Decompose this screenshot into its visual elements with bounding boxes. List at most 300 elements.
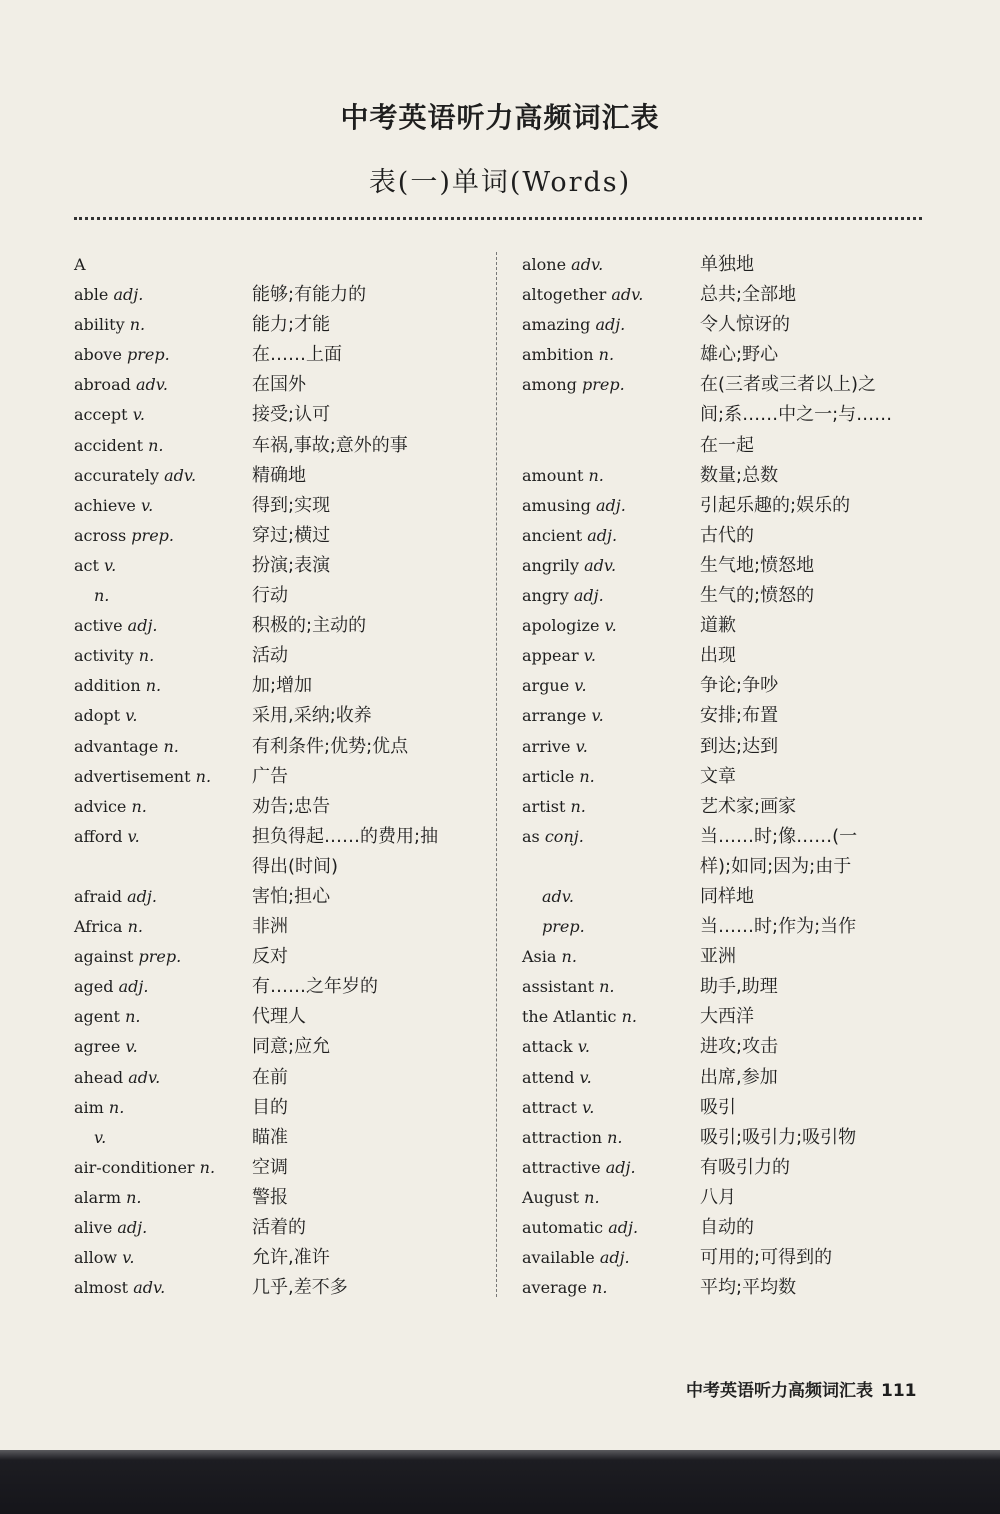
vocab-row <box>522 280 927 310</box>
vocab-row <box>522 912 927 942</box>
vocab-row <box>74 882 474 912</box>
vocab-definition: 助手,助理 <box>700 976 778 998</box>
word-text: agree <box>74 1037 121 1057</box>
vocab-word <box>74 611 252 641</box>
vocab-word <box>74 942 252 972</box>
vocab-definition: 扮演;表演 <box>252 554 331 576</box>
vocab-word <box>74 762 252 792</box>
vocab-word <box>522 1153 700 1183</box>
vocab-word <box>522 370 700 400</box>
part-of-speech: adj. <box>118 977 149 997</box>
word-text: the Atlantic <box>522 1007 617 1027</box>
word-text: agent <box>74 1007 120 1027</box>
footer-title: 中考英语听力高频词汇表 <box>686 1381 873 1401</box>
vocab-word <box>74 581 252 611</box>
part-of-speech: n. <box>148 435 164 455</box>
part-of-speech: adv. <box>135 375 168 395</box>
vocab-row <box>522 792 927 822</box>
column-divider <box>496 252 497 1297</box>
vocab-definition: 间;系……中之一;与…… <box>700 404 893 426</box>
vocab-row <box>522 701 927 731</box>
vocab-row <box>522 972 927 1002</box>
vocab-definition: 同意;应允 <box>252 1036 331 1058</box>
vocab-row <box>74 972 474 1002</box>
part-of-speech: prep. <box>131 525 174 545</box>
vocab-word <box>74 732 252 762</box>
vocab-word <box>74 280 252 310</box>
vocab-word <box>522 1123 700 1153</box>
vocab-definition: 有吸引力的 <box>700 1156 790 1178</box>
vocab-word <box>522 701 700 731</box>
word-text: across <box>74 525 127 545</box>
vocab-row <box>74 762 474 792</box>
vocab-word <box>74 701 252 731</box>
word-text: angry <box>522 586 569 606</box>
word-text: alive <box>74 1218 113 1237</box>
part-of-speech: n. <box>621 1007 637 1027</box>
part-of-speech: adv. <box>571 255 604 274</box>
word-text: advantage <box>74 736 159 756</box>
vocab-word <box>74 1153 252 1183</box>
part-of-speech: adv. <box>128 1067 161 1087</box>
vocab-word <box>522 1273 700 1303</box>
scan-edge <box>0 1450 1000 1514</box>
vocab-definition: 艺术家;画家 <box>700 795 797 817</box>
vocab-definition: 活动 <box>252 645 288 667</box>
vocab-row <box>522 1063 927 1093</box>
word-text: against <box>74 947 134 967</box>
word-text: adopt <box>74 706 121 726</box>
vocab-word <box>74 340 252 370</box>
word-text: among <box>522 375 577 395</box>
word-text: act <box>74 555 99 575</box>
vocab-row <box>74 1213 474 1243</box>
vocab-definition: 穿过;横过 <box>252 524 331 546</box>
vocab-definition: 生气地;愤怒地 <box>700 554 815 576</box>
vocab-row <box>522 461 927 491</box>
vocab-definition: 空调 <box>252 1156 288 1178</box>
word-text: allow <box>74 1248 118 1268</box>
vocab-word <box>522 1002 700 1032</box>
part-of-speech: n. <box>588 465 604 485</box>
vocab-word <box>522 280 700 310</box>
vocab-row <box>74 611 474 641</box>
vocab-word <box>522 491 700 521</box>
vocab-word <box>74 461 252 491</box>
vocab-word <box>522 641 700 671</box>
vocab-row <box>522 310 927 340</box>
vocab-definition: 古代的 <box>700 524 754 546</box>
vocab-row <box>522 551 927 581</box>
vocab-row <box>522 370 927 400</box>
vocab-word <box>522 671 700 701</box>
vocab-definition: 有……之年岁的 <box>252 976 378 998</box>
vocab-row <box>74 370 474 400</box>
word-text: attractive <box>522 1157 601 1177</box>
vocab-definition: 八月 <box>700 1186 736 1208</box>
part-of-speech: prep. <box>581 375 625 395</box>
vocab-row <box>522 1213 927 1243</box>
vocab-row <box>522 431 927 461</box>
word-text: angrily <box>522 555 580 575</box>
vocab-word <box>74 521 252 551</box>
vocab-definition: 道歉 <box>700 615 736 637</box>
vocab-definition: 几乎,差不多 <box>252 1277 348 1299</box>
part-of-speech: conj. <box>544 826 584 846</box>
vocab-word <box>74 1183 252 1213</box>
vocab-word <box>522 1093 700 1123</box>
part-of-speech: adv. <box>542 886 575 906</box>
part-of-speech: n. <box>127 917 143 937</box>
page-number: 111 <box>881 1381 917 1401</box>
vocab-row <box>74 1002 474 1032</box>
word-text: advice <box>74 796 127 816</box>
vocab-definition: 在前 <box>252 1066 288 1088</box>
word-text: abroad <box>74 375 131 395</box>
vocab-row <box>74 1153 474 1183</box>
part-of-speech: adj. <box>608 1218 639 1237</box>
vocab-definition: 活着的 <box>252 1217 306 1238</box>
part-of-speech: adj. <box>599 1248 630 1268</box>
vocab-word <box>522 461 700 491</box>
vocab-word <box>74 1273 252 1303</box>
part-of-speech: adv. <box>611 285 644 305</box>
part-of-speech: n. <box>131 796 147 816</box>
section-subtitle: 表(一)单词(Words) <box>368 167 632 198</box>
part-of-speech: adj. <box>573 586 604 606</box>
vocab-definition: 当……时;作为;当作 <box>700 916 857 938</box>
part-of-speech: v. <box>125 706 138 726</box>
word-text: advertisement <box>74 766 191 786</box>
vocab-definition: 进攻;攻击 <box>700 1036 779 1058</box>
vocab-row <box>522 1002 927 1032</box>
part-of-speech: v. <box>604 616 617 636</box>
vocab-row <box>74 431 474 461</box>
vocab-row <box>74 1032 474 1062</box>
part-of-speech: v. <box>122 1248 135 1268</box>
vocab-row <box>74 641 474 671</box>
vocab-definition: 非洲 <box>252 916 288 938</box>
vocab-definition: 可用的;可得到的 <box>700 1247 833 1269</box>
word-text: aged <box>74 977 114 997</box>
vocab-word <box>74 400 252 430</box>
vocab-row <box>522 641 927 671</box>
vocab-row <box>522 852 927 882</box>
vocab-definition: 出席,参加 <box>700 1066 778 1088</box>
word-text: above <box>74 345 122 365</box>
vocab-word <box>74 792 252 822</box>
vocab-word <box>522 822 700 852</box>
vocab-definition: 采用,采纳;收养 <box>252 705 372 727</box>
vocab-word <box>74 1093 252 1123</box>
part-of-speech: adj. <box>127 616 158 636</box>
word-text: amusing <box>522 495 591 515</box>
vocab-word <box>74 491 252 521</box>
part-of-speech: n. <box>570 796 586 816</box>
vocab-definition: 目的 <box>252 1096 288 1118</box>
vocab-word <box>74 641 252 671</box>
part-of-speech: n. <box>599 977 615 997</box>
vocab-word <box>74 822 252 852</box>
vocab-word <box>74 250 252 280</box>
word-text: ahead <box>74 1067 124 1087</box>
part-of-speech: adj. <box>117 1218 148 1237</box>
vocab-row <box>74 701 474 731</box>
vocab-definition: 吸引 <box>700 1096 736 1118</box>
vocab-row <box>522 1123 927 1153</box>
vocab-word <box>522 1243 700 1273</box>
vocab-word <box>74 431 252 461</box>
vocab-word <box>74 972 252 1002</box>
part-of-speech: adj. <box>113 285 144 305</box>
part-of-speech: prep. <box>542 917 585 937</box>
vocab-word <box>74 1243 252 1273</box>
vocab-word <box>522 1183 700 1213</box>
vocab-definition: 同样地 <box>700 885 754 907</box>
vocab-definition: 总共;全部地 <box>700 284 797 306</box>
part-of-speech: v. <box>577 1037 590 1057</box>
vocab-definition: 积极的;主动的 <box>252 615 367 637</box>
vocab-row <box>74 912 474 942</box>
vocab-definition: 广告 <box>252 765 288 787</box>
vocab-row <box>522 1243 927 1273</box>
vocab-row <box>74 1123 474 1153</box>
part-of-speech: adv. <box>584 555 617 575</box>
vocab-row <box>74 400 474 430</box>
vocab-definition: 争论;争吵 <box>700 675 779 697</box>
vocab-definition: 车祸,事故;意外的事 <box>252 434 408 456</box>
part-of-speech: adj. <box>127 886 157 906</box>
vocab-word <box>522 310 700 340</box>
word-text: article <box>522 766 575 786</box>
part-of-speech: v. <box>141 495 154 515</box>
vocab-row <box>74 1273 474 1303</box>
part-of-speech: v. <box>583 646 597 666</box>
vocab-row <box>74 1243 474 1273</box>
vocab-word <box>522 611 700 641</box>
word-text: Africa <box>74 917 123 937</box>
word-text: achieve <box>74 495 136 515</box>
vocab-definition: 在(三者或三者以上)之 <box>700 374 877 396</box>
vocab-word <box>522 792 700 822</box>
word-text: arrive <box>522 736 571 756</box>
vocab-definition: 到达;达到 <box>700 735 779 757</box>
word-text: afraid <box>74 886 123 906</box>
part-of-speech: adv. <box>164 465 197 485</box>
vocab-row <box>74 340 474 370</box>
vocab-row <box>522 1093 927 1123</box>
vocab-definition: 亚洲 <box>700 946 736 968</box>
vocab-definition: 加;增加 <box>252 675 313 697</box>
vocab-row <box>522 400 927 430</box>
part-of-speech: n. <box>584 1187 600 1207</box>
vocab-word <box>522 521 700 551</box>
word-text: attraction <box>522 1127 603 1147</box>
word-text: appear <box>522 646 579 666</box>
part-of-speech: v. <box>579 1067 592 1087</box>
part-of-speech: adj. <box>587 525 618 545</box>
vocab-definition: 接受;认可 <box>252 404 331 426</box>
vocab-definition: 在一起 <box>700 434 754 456</box>
word-text: air-conditioner <box>74 1157 195 1177</box>
vocab-definition: 能够;有能力的 <box>252 284 367 306</box>
part-of-speech: prep. <box>138 947 182 967</box>
part-of-speech: n. <box>125 1007 141 1027</box>
word-text: accident <box>74 435 144 455</box>
vocab-word <box>522 1032 700 1062</box>
word-text: as <box>522 826 540 846</box>
word-text: ability <box>74 315 125 335</box>
vocab-definition: 数量;总数 <box>700 464 779 486</box>
vocab-definition: 劝告;忠告 <box>252 795 331 817</box>
vocab-definition: 瞄准 <box>252 1126 288 1148</box>
word-text: amazing <box>522 315 591 335</box>
vocab-definition: 精确地 <box>252 464 306 486</box>
word-text: amount <box>522 465 584 485</box>
vocab-row <box>522 250 927 280</box>
vocab-row <box>74 491 474 521</box>
vocab-word <box>522 1063 700 1093</box>
part-of-speech: v. <box>575 736 588 756</box>
word-text: available <box>522 1248 595 1268</box>
word-text: attract <box>522 1097 577 1117</box>
vocab-word <box>74 1213 252 1243</box>
vocab-row <box>522 1273 927 1303</box>
word-text: addition <box>74 676 141 696</box>
vocab-row <box>74 551 474 581</box>
vocab-definition: 单独地 <box>700 254 754 275</box>
part-of-speech: n. <box>199 1157 216 1177</box>
part-of-speech: n. <box>94 586 110 606</box>
vocab-definition: 有利条件;优势;优点 <box>252 735 409 757</box>
vocab-row <box>74 671 474 701</box>
page-title: 中考英语听力高频词汇表 <box>340 101 660 134</box>
vocab-word <box>74 370 252 400</box>
part-of-speech: v. <box>104 555 117 575</box>
vocab-definition: 在国外 <box>252 374 306 396</box>
vocab-word <box>522 942 700 972</box>
vocab-word <box>74 1123 252 1153</box>
vocab-row <box>74 461 474 491</box>
word-text: assistant <box>522 977 594 997</box>
vocab-row <box>74 792 474 822</box>
vocab-definition: 允许,准许 <box>252 1247 330 1269</box>
vocab-row <box>522 732 927 762</box>
word-text: active <box>74 616 123 636</box>
part-of-speech: n. <box>195 766 212 786</box>
part-of-speech: adj. <box>595 315 626 335</box>
vocab-row <box>522 1153 927 1183</box>
vocab-row <box>522 581 927 611</box>
word-text: automatic <box>522 1218 604 1237</box>
vocab-row <box>522 1183 927 1213</box>
vocab-definition: 得到;实现 <box>252 494 331 516</box>
part-of-speech: n. <box>108 1097 125 1117</box>
part-of-speech: n. <box>561 947 577 967</box>
word-text: able <box>74 285 109 305</box>
word-text: altogether <box>522 285 607 305</box>
word-text: attend <box>522 1067 575 1087</box>
vocab-definition: 自动的 <box>700 1217 754 1238</box>
part-of-speech: v. <box>591 706 604 726</box>
part-of-speech: n. <box>592 1278 608 1298</box>
vocab-definition: 担负得起……的费用;抽 <box>252 825 439 847</box>
word-text: Asia <box>522 947 557 967</box>
word-text: accurately <box>74 465 160 485</box>
vocab-definition: 令人惊讶的 <box>700 314 790 336</box>
vocab-word <box>74 882 252 912</box>
vocab-definition: 行动 <box>252 585 288 607</box>
word-text: arrange <box>522 706 587 726</box>
part-of-speech: n. <box>163 736 179 756</box>
vocab-column-right <box>522 250 927 1303</box>
vocab-row <box>522 340 927 370</box>
part-of-speech: adj. <box>605 1157 636 1177</box>
vocab-row <box>74 732 474 762</box>
vocab-definition: 警报 <box>252 1186 288 1208</box>
vocab-word <box>522 250 700 280</box>
page-footer <box>686 1376 917 1401</box>
vocab-definition: 文章 <box>700 765 736 787</box>
vocab-row <box>74 852 474 882</box>
vocab-word <box>74 310 252 340</box>
vocab-row <box>74 280 474 310</box>
word-text: attack <box>522 1037 573 1057</box>
vocab-definition: 平均;平均数 <box>700 1277 797 1299</box>
word-text: artist <box>522 796 566 816</box>
vocab-row <box>522 942 927 972</box>
vocab-column-left <box>74 250 474 1303</box>
word-text: August <box>522 1187 580 1207</box>
word-text: apologize <box>522 616 600 636</box>
vocab-row <box>522 822 927 852</box>
part-of-speech: n. <box>607 1127 623 1147</box>
word-text: afford <box>74 826 123 846</box>
word-text: activity <box>74 646 134 666</box>
vocab-definition: 得出(时间) <box>252 855 339 877</box>
vocab-word <box>522 732 700 762</box>
vocab-row <box>522 882 927 912</box>
vocab-definition: 害怕;担心 <box>252 885 331 907</box>
part-of-speech: adv. <box>133 1278 166 1298</box>
vocab-row <box>522 671 927 701</box>
vocab-definition: 引起乐趣的;娱乐的 <box>700 494 851 516</box>
vocab-word <box>74 1002 252 1032</box>
word-text: argue <box>522 676 570 696</box>
vocab-definition: 在……上面 <box>252 344 342 366</box>
vocab-row <box>74 822 474 852</box>
part-of-speech: adj. <box>595 495 626 515</box>
part-of-speech: n. <box>598 345 615 365</box>
vocab-definition: 能力;才能 <box>252 314 331 336</box>
vocab-row <box>522 762 927 792</box>
word-text: accept <box>74 405 128 425</box>
part-of-speech: v. <box>94 1127 107 1147</box>
vocab-row <box>74 1063 474 1093</box>
part-of-speech: n. <box>126 1187 142 1207</box>
vocab-word <box>74 551 252 581</box>
dotted-divider <box>74 217 922 220</box>
vocab-word <box>522 912 700 942</box>
part-of-speech: v. <box>582 1097 595 1117</box>
part-of-speech: n. <box>145 676 162 696</box>
vocab-row <box>522 521 927 551</box>
vocab-row <box>522 491 927 521</box>
vocab-row <box>522 1032 927 1062</box>
word-text: ambition <box>522 345 594 365</box>
part-of-speech: n. <box>138 646 155 666</box>
vocab-row <box>522 611 927 641</box>
